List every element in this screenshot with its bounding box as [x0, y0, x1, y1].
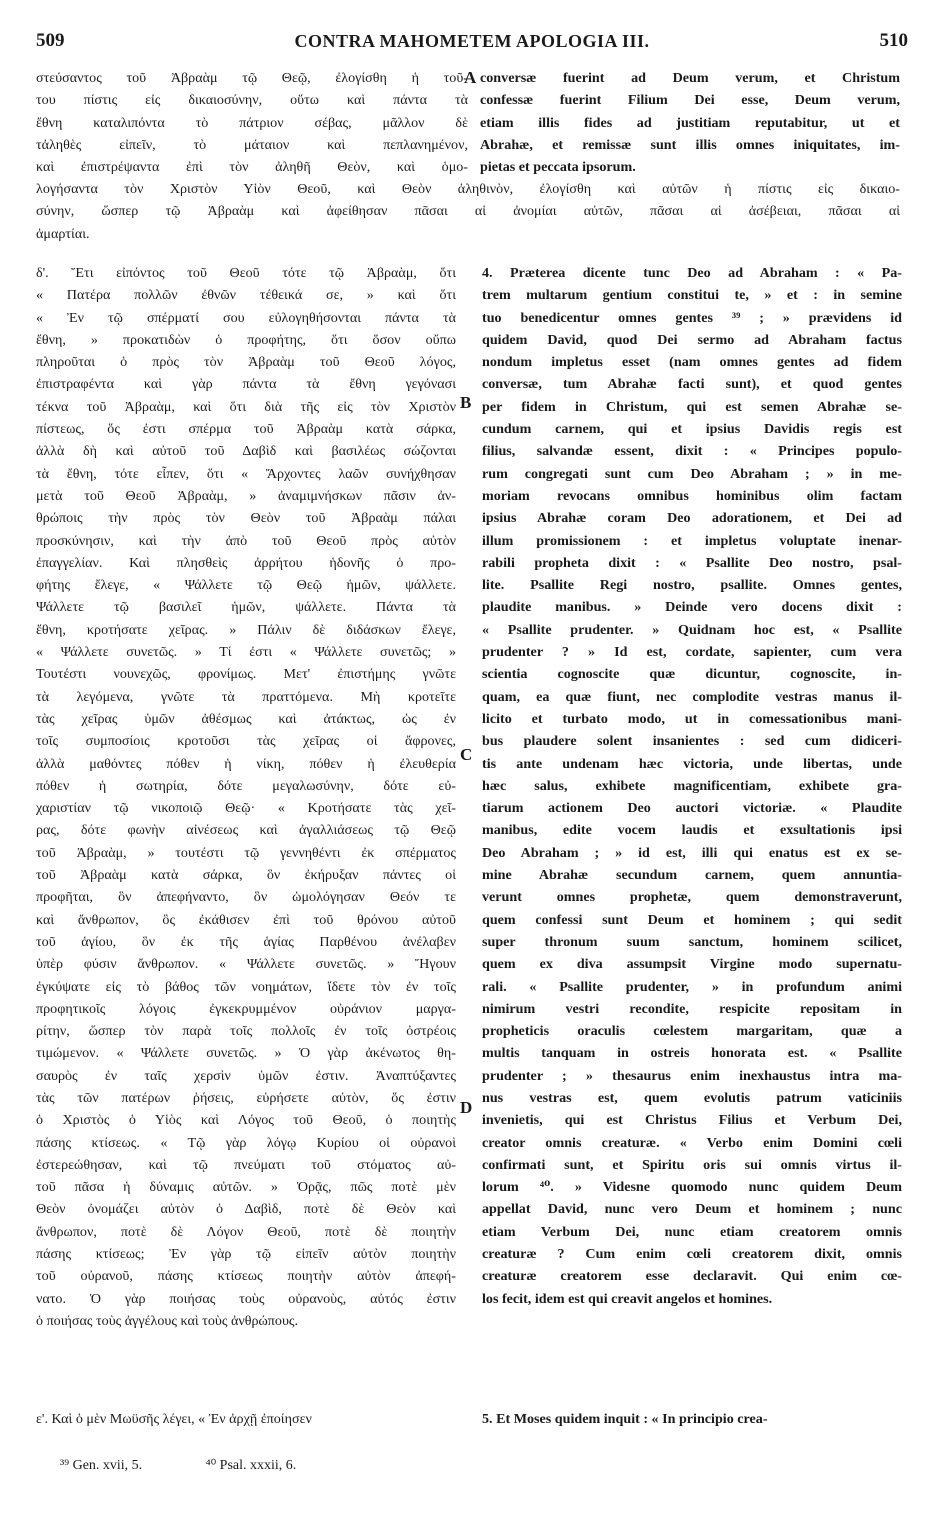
text-line: « Πατέρα πολλῶν ἐθνῶν τέθεικά σε, » καὶ ὅτι [36, 287, 456, 304]
text-line: propheticis oraculis cœlestem margaritam, quæ a [482, 1023, 902, 1040]
text-line: mine Abrahæ secundum carnem, quem annuntia- [482, 867, 902, 884]
text-line: προφῆται, ὃν ἀπεφήναντο, ὃν ὡμολόγησαν Θεόν τε [36, 889, 456, 906]
text-line: λογήσαντα τὸν Χριστὸν Υἱὸν Θεοῦ, καὶ Θεὸν ἀληθινὸν, ἐλογίσθη καὶ αὐτῶν ἡ πίστις εἰς δικαιο- [36, 181, 900, 197]
text-line: prudenter ; » thesaurus enim inexhaustus intra ma- [482, 1067, 902, 1084]
text-line: τοῦ πᾶσα ἡ δύναμις αὐτῶν. » Ὁρᾷς, πῶς ποτὲ μὲν [36, 1179, 456, 1196]
text-line: hæc salus, exhibete magnificentiam, exhibete gra- [482, 777, 902, 794]
text-line: ἐπαγγελίαν. Καὶ πλησθεὶς ἀρρήτου ἡδονῆς ὁ προ- [36, 554, 456, 571]
text-line: nondum impletus esset (nam omnes gentes ad fidem [482, 354, 902, 371]
text-line: τὰς χεῖρας ὑμῶν ἀθέσμως καὶ ἀτάκτως, ὡς ἐν [36, 710, 456, 727]
footnote: ⁴⁰ Psal. xxxii, 6. [205, 1458, 297, 1473]
text-line: quidem David, quod Dei sermo ad Abraham factus [482, 331, 902, 348]
text-line: cundum carnem, qui et ipsius Davidis regis est [482, 421, 902, 438]
text-line: pietas et peccata ipsorum. [480, 159, 636, 176]
text-line: ἔθνη, κροτήσατε χεῖρας. » Πάλιν δὲ διδάσκων ἔλεγε, [36, 621, 456, 638]
text-line: τιμώμενον. « Ψάλλετε συνετῶς. » Ὁ γὰρ ἀκένωτος θη- [36, 1045, 456, 1062]
text-line: prudenter ? » Id est, cordate, sapienter, cum vera [482, 644, 902, 661]
margin-marker-b: B [460, 393, 472, 412]
text-line: ε'. Καὶ ὁ μὲν Μωϋσῆς λέγει, « Ἐν ἀρχῇ ἐποίησεν [36, 1411, 312, 1427]
text-line: Τουτέστι νουνεχῶς, φρονίμως. Μετ' ἐπιστήμης γνῶτε [36, 666, 456, 683]
text-line: πόθεν ἡ σωτηρία, δότε μεγαλωσύνην, δότε εὐ- [36, 777, 456, 794]
text-line: tuo benedicentur omnes gentes ³⁹ ; » prævidens id [482, 309, 902, 326]
text-line: θρώποις τὴν πρὸς τὸν Θεὸν τοῦ Ἀβραὰμ πάλαι [36, 510, 456, 527]
text-line: nimirum vestri recondite, respicite repositam in [482, 1000, 902, 1017]
text-line: ὁ Χριστὸς ὁ Υἱὸς καὶ Λόγος τοῦ Θεοῦ, ὁ ποιητὴς [36, 1112, 456, 1129]
text-line: ἄνθρωπον, ποτὲ δὲ Λόγον Θεοῦ, ποτὲ δὲ ποιητὴν [36, 1223, 456, 1240]
text-line: Abrahæ, et remissæ sunt illis omnes iniquitates, im- [480, 136, 900, 153]
text-line: quem confessi sunt Deum et hominem ; qui sedit [482, 911, 902, 928]
greek-section-5 [36, 1408, 456, 1430]
text-line: ἔθνη, » προκατιδὼν ὁ προφήτης, ὅτι ὅσον οὔπω [36, 331, 456, 348]
text-line: etiam Verbum Dei, nunc etiam creatorem omnis [482, 1223, 902, 1240]
text-line: creaturæ creatorem esse declaravit. Qui enim cœ- [482, 1268, 902, 1285]
text-line: πίστεως, ὅς ἐστι σπέρμα τοῦ Ἀβραὰμ κατὰ σάρκα, [36, 421, 456, 438]
text-line: ἁμαρτίαι. [36, 225, 90, 242]
text-line: conversæ fuerint ad Deum verum, et Christum [480, 70, 900, 86]
text-line: προσκύνησιν, καὶ τὴν ἀπὸ τοῦ Θεοῦ πρὸς αὐτὸν [36, 532, 456, 549]
text-line: rali. « Psallite prudenter, » in profundum animi [482, 978, 902, 995]
text-line: σύνην, ὥσπερ τῷ Ἀβραὰμ καὶ ἀφείθησαν πᾶσαι αἱ ἀνομίαι αὐτῶν, πᾶσαι αἱ ἀσέβειαι, πᾶσαι αἱ [36, 203, 900, 220]
text-line: confessæ fuerint Filium Dei esse, Deum verum, [480, 92, 900, 109]
greek-column [36, 262, 456, 1332]
text-line: creator omnis creaturæ. « Verbo enim Domini cœli [482, 1134, 902, 1151]
text-line: plaudite manibus. » Deinde vero docens dixit : [482, 599, 902, 616]
text-line: 4. Præterea dicente tunc Deo ad Abraham : « Pa- [482, 265, 902, 281]
margin-marker-c: C [460, 745, 473, 764]
text-line: appellat David, nunc vero Deum et hominem ; nunc [482, 1201, 902, 1218]
greek-column-top [36, 67, 468, 178]
text-line: καὶ ἄνθρωπον, ὃς ἐκάθισεν ἐπὶ τοῦ θρόνου αὐτοῦ [36, 911, 456, 928]
text-line: confirmati sunt, et Spiritu oris sui omnis virtus il- [482, 1156, 902, 1173]
text-line: τὰς τῶν πατέρων ῥήσεις, εὑρήσετε αὐτὸν, ὅς ἐστιν [36, 1089, 456, 1106]
text-line: tis ante undenam hæc victoria, unde libertas, unde [482, 755, 902, 772]
text-line: Θεὸν ὀνομάζει αὐτὸν ὁ Δαβὶδ, ποτὲ δὲ Θεὸν καὶ [36, 1201, 456, 1218]
text-line: « Psallite prudenter. » Quidnam hoc est, « Psallite [482, 621, 902, 638]
text-line: invenietis, qui est Christus Filius et Verbum Dei, [482, 1112, 902, 1129]
text-line: τοῦ Ἀβραὰμ, » τουτέστι τῷ γεννηθέντι ἐκ σπέρματος [36, 844, 456, 861]
text-line: rabili propheta dixit : « Psallite Deo nostro, psal- [482, 554, 902, 571]
text-line: ἔθνη καταλιπόντα τὸ πάτριον σέβας, μᾶλλον δὲ [36, 114, 468, 131]
text-line: quem ex diva assumpsit Virgine modo supernatu- [482, 956, 902, 973]
text-line: super thronum suum sanctum, hominem scilicet, [482, 933, 902, 950]
text-line: ipsius Abrahæ coram Deo adorationem, et Dei ad [482, 510, 902, 527]
text-line: τοῦ Ἀβραὰμ κατὰ σάρκα, ὃν ἐκήρυξαν πάντες οἱ [36, 867, 456, 884]
text-line: δ'. Ἔτι εἰπόντος τοῦ Θεοῦ τότε τῷ Ἀβραὰμ, ὅτι [36, 265, 456, 281]
text-line: creaturæ ? Cum enim cœli creatorem dixit, omnis [482, 1246, 902, 1263]
text-line: ρας, δότε φωνὴν αἰνέσεως καὶ ἀγαλλιάσεως τῷ Θεῷ [36, 822, 456, 839]
latin-column-top [480, 67, 900, 178]
text-line: conversæ, tum Abrahæ facti sunt), et quod gentes [482, 376, 902, 393]
text-line: φήτης ἔλεγε, « Ψάλλετε τῷ Θεῷ ἡμῶν, ψάλλετε. [36, 577, 456, 594]
text-line: ἐστερεώθησαν, καὶ τῷ πνεύματι τοῦ στόματος αὐ- [36, 1156, 456, 1173]
margin-marker-a: A [464, 68, 477, 87]
text-line: bus plaudere solent insanientes : sed cum didiceri- [482, 733, 902, 750]
text-line: ὑπὲρ φύσιν ἄνθρωπον. « Ψάλλετε συνετῶς. » Ἤγουν [36, 956, 456, 973]
text-line: πάσης κτίσεως. « Τῷ γὰρ λόγῳ Κυρίου οἱ οὐρανοὶ [36, 1134, 456, 1151]
text-line: του πίστις εἰς δικαιοσύνην, οὕτω καὶ πάντα τὰ [36, 92, 468, 109]
text-line: νατο. Ὁ γὰρ ποιήσας τοὺς οὐρανοὺς, αὐτός ἐστιν [36, 1290, 456, 1307]
text-line: multis tanquam in ostreis honorata est. « Psallite [482, 1045, 902, 1062]
text-line: τὰ ἔθνη, τότε εἶπεν, ὅτι « Ἄρχοντες λαῶν συνήχθησαν [36, 465, 456, 482]
text-line: προφητικοῖς λόγοις ἐγκεκρυμμένον οὐράνιον μαργα- [36, 1000, 456, 1017]
footnote: ³⁹ Gen. xvii, 5. [60, 1458, 143, 1473]
footnotes [60, 1457, 560, 1474]
text-line: τοῦ ἁγίου, ὃν ἐκ τῆς ἁγίας Παρθένου ἀνέλαβεν [36, 933, 456, 950]
text-line: χαριστίαν τῷ νικοποιῷ Θεῷ· « Κροτήσατε τὰς χεῖ- [36, 800, 456, 817]
page-number-right: 510 [879, 30, 908, 51]
text-line: lite. Psallite Regi nostro, psallite. Omnes gentes, [482, 577, 902, 594]
text-line: ρίτην, ὥσπερ τὸν παρὰ τοῖς πολλοῖς ἐν τοῖς ὀστρέοις [36, 1023, 456, 1040]
text-line: τοῖς συμποσίοις κροτοῦσι τὰς χεῖρας οἱ ἄφρονες, [36, 733, 456, 750]
text-line: ἐγκύψατε εἰς τὸ βάθος τῶν νοημάτων, ἴδετε τὸν ἐν τοῖς [36, 978, 456, 995]
text-line: 5. Et Moses quidem inquit : « In principio crea- [482, 1411, 768, 1427]
running-title: CONTRA MAHOMETEM APOLOGIA III. [294, 31, 650, 51]
text-line: moriam revocans omnibus hominibus olim factam [482, 487, 902, 504]
text-line: los fecit, idem est qui creavit angelos et homines. [482, 1290, 773, 1307]
text-line: filius, salvandæ essent, dixit : « Principes populo- [482, 443, 902, 460]
text-line: licito et turbato modo, ut in comessationibus mani- [482, 710, 902, 727]
text-line: scientia cognoscite quæ dicuntur, cognoscite, in- [482, 666, 902, 683]
text-line: Ψάλλετε τῷ βασιλεῖ ἡμῶν, ψάλλετε. Πάντα τὰ [36, 599, 456, 616]
text-line: lorum ⁴⁰. » Videsne quomodo nunc quidem Deum [482, 1179, 902, 1196]
latin-section-5 [482, 1408, 902, 1430]
text-line: πάσης κτίσεως; Ἐν γὰρ τῷ εἰπεῖν αὐτὸν ποιητὴν [36, 1246, 456, 1263]
text-line: ὁ ποιήσας τοὺς ἀγγέλους καὶ τοὺς ἀνθρώπους. [36, 1312, 299, 1329]
text-line: μετὰ τοῦ Θεοῦ Ἀβραὰμ, » ἀναμιμνήσκων πᾶσιν ἀν- [36, 487, 456, 504]
text-line: τὰ λεγόμενα, γνῶτε τὰ πραττόμενα. Μὴ κροτεῖτε [36, 688, 456, 705]
text-line: « Ἐν τῷ σπέρματί σου εὐλογηθήσονται πάντα τὰ [36, 309, 456, 326]
text-line: στεύσαντος τοῦ Ἀβραὰμ τῷ Θεῷ, ἐλογίσθη ἡ τοῦ- [36, 70, 468, 86]
text-line: ἀλλὰ δὴ καὶ αὐτοῦ τοῦ Δαβὶδ καὶ βασιλέως σώζονται [36, 443, 456, 460]
text-line: σαυρὸς ἐν ταῖς χερσὶν ὑμῶν ἐστιν. Ἀναπτύξαντες [36, 1067, 456, 1084]
text-line: rum congregati sunt cum Deo Abraham ; » in me- [482, 465, 902, 482]
text-line: πληροῦται ὁ πρὸς τὸν Ἀβραὰμ τοῦ Θεοῦ λόγος, [36, 354, 456, 371]
greek-full-width [36, 178, 900, 245]
text-line: per fidem in Christum, qui est semen Abrahæ se- [482, 398, 902, 415]
text-line: nus vestras est, quem evolutis patrum vaticiniis [482, 1089, 902, 1106]
text-line: « Ψάλλετε συνετῶς. » Τί ἐστι « Ψάλλετε συνετῶς; » [36, 644, 456, 661]
text-line: τοῦ οὐρανοῦ, πάσης κτίσεως ποιητὴν αὐτὸν ἀπεφή- [36, 1268, 456, 1285]
text-line: Deo Abraham ; » id est, illi qui enatus est ex se- [482, 844, 902, 861]
text-line: quam, ea quæ fiunt, nec complodite vestras manus il- [482, 688, 902, 705]
text-line: manibus, edite vocem laudis et exsultationis ipsi [482, 822, 902, 839]
text-line: illum promissionem : et impletus voluptate inenar- [482, 532, 902, 549]
page-header [36, 30, 908, 56]
margin-marker-d: D [460, 1098, 473, 1117]
latin-column [482, 262, 902, 1310]
text-line: tiarum actionem Deo auctori victoriæ. « Plaudite [482, 800, 902, 817]
text-line: trem multarum gentium constitui te, » et : in semine [482, 287, 902, 304]
text-line: ἐπιστραφέντα καὶ γὰρ πάντα τὰ ἔθνη γεγόνασι [36, 376, 456, 393]
text-line: ἀλλὰ μαθόντες πόθεν ἡ νίκη, πόθεν ἡ ἐλευθερία [36, 755, 456, 772]
text-line: τἀληθὲς εἰπεῖν, τὸ μάταιον καὶ πεπλανημένον, [36, 136, 468, 153]
text-line: τέκνα τοῦ Ἀβραὰμ, καὶ ὅτι διὰ τῆς εἰς τὸν Χριστὸν [36, 398, 456, 415]
text-line: καὶ ἐπιστρέψαντα ἐπὶ τὸν ἀληθῆ Θεὸν, καὶ ὁμο- [36, 159, 468, 176]
page-number-left: 509 [36, 30, 65, 51]
text-line: verunt omnes prophetæ, quem demonstraverunt, [482, 889, 902, 906]
text-line: etiam illis fides ad justitiam reputabitur, ut et [480, 114, 900, 131]
